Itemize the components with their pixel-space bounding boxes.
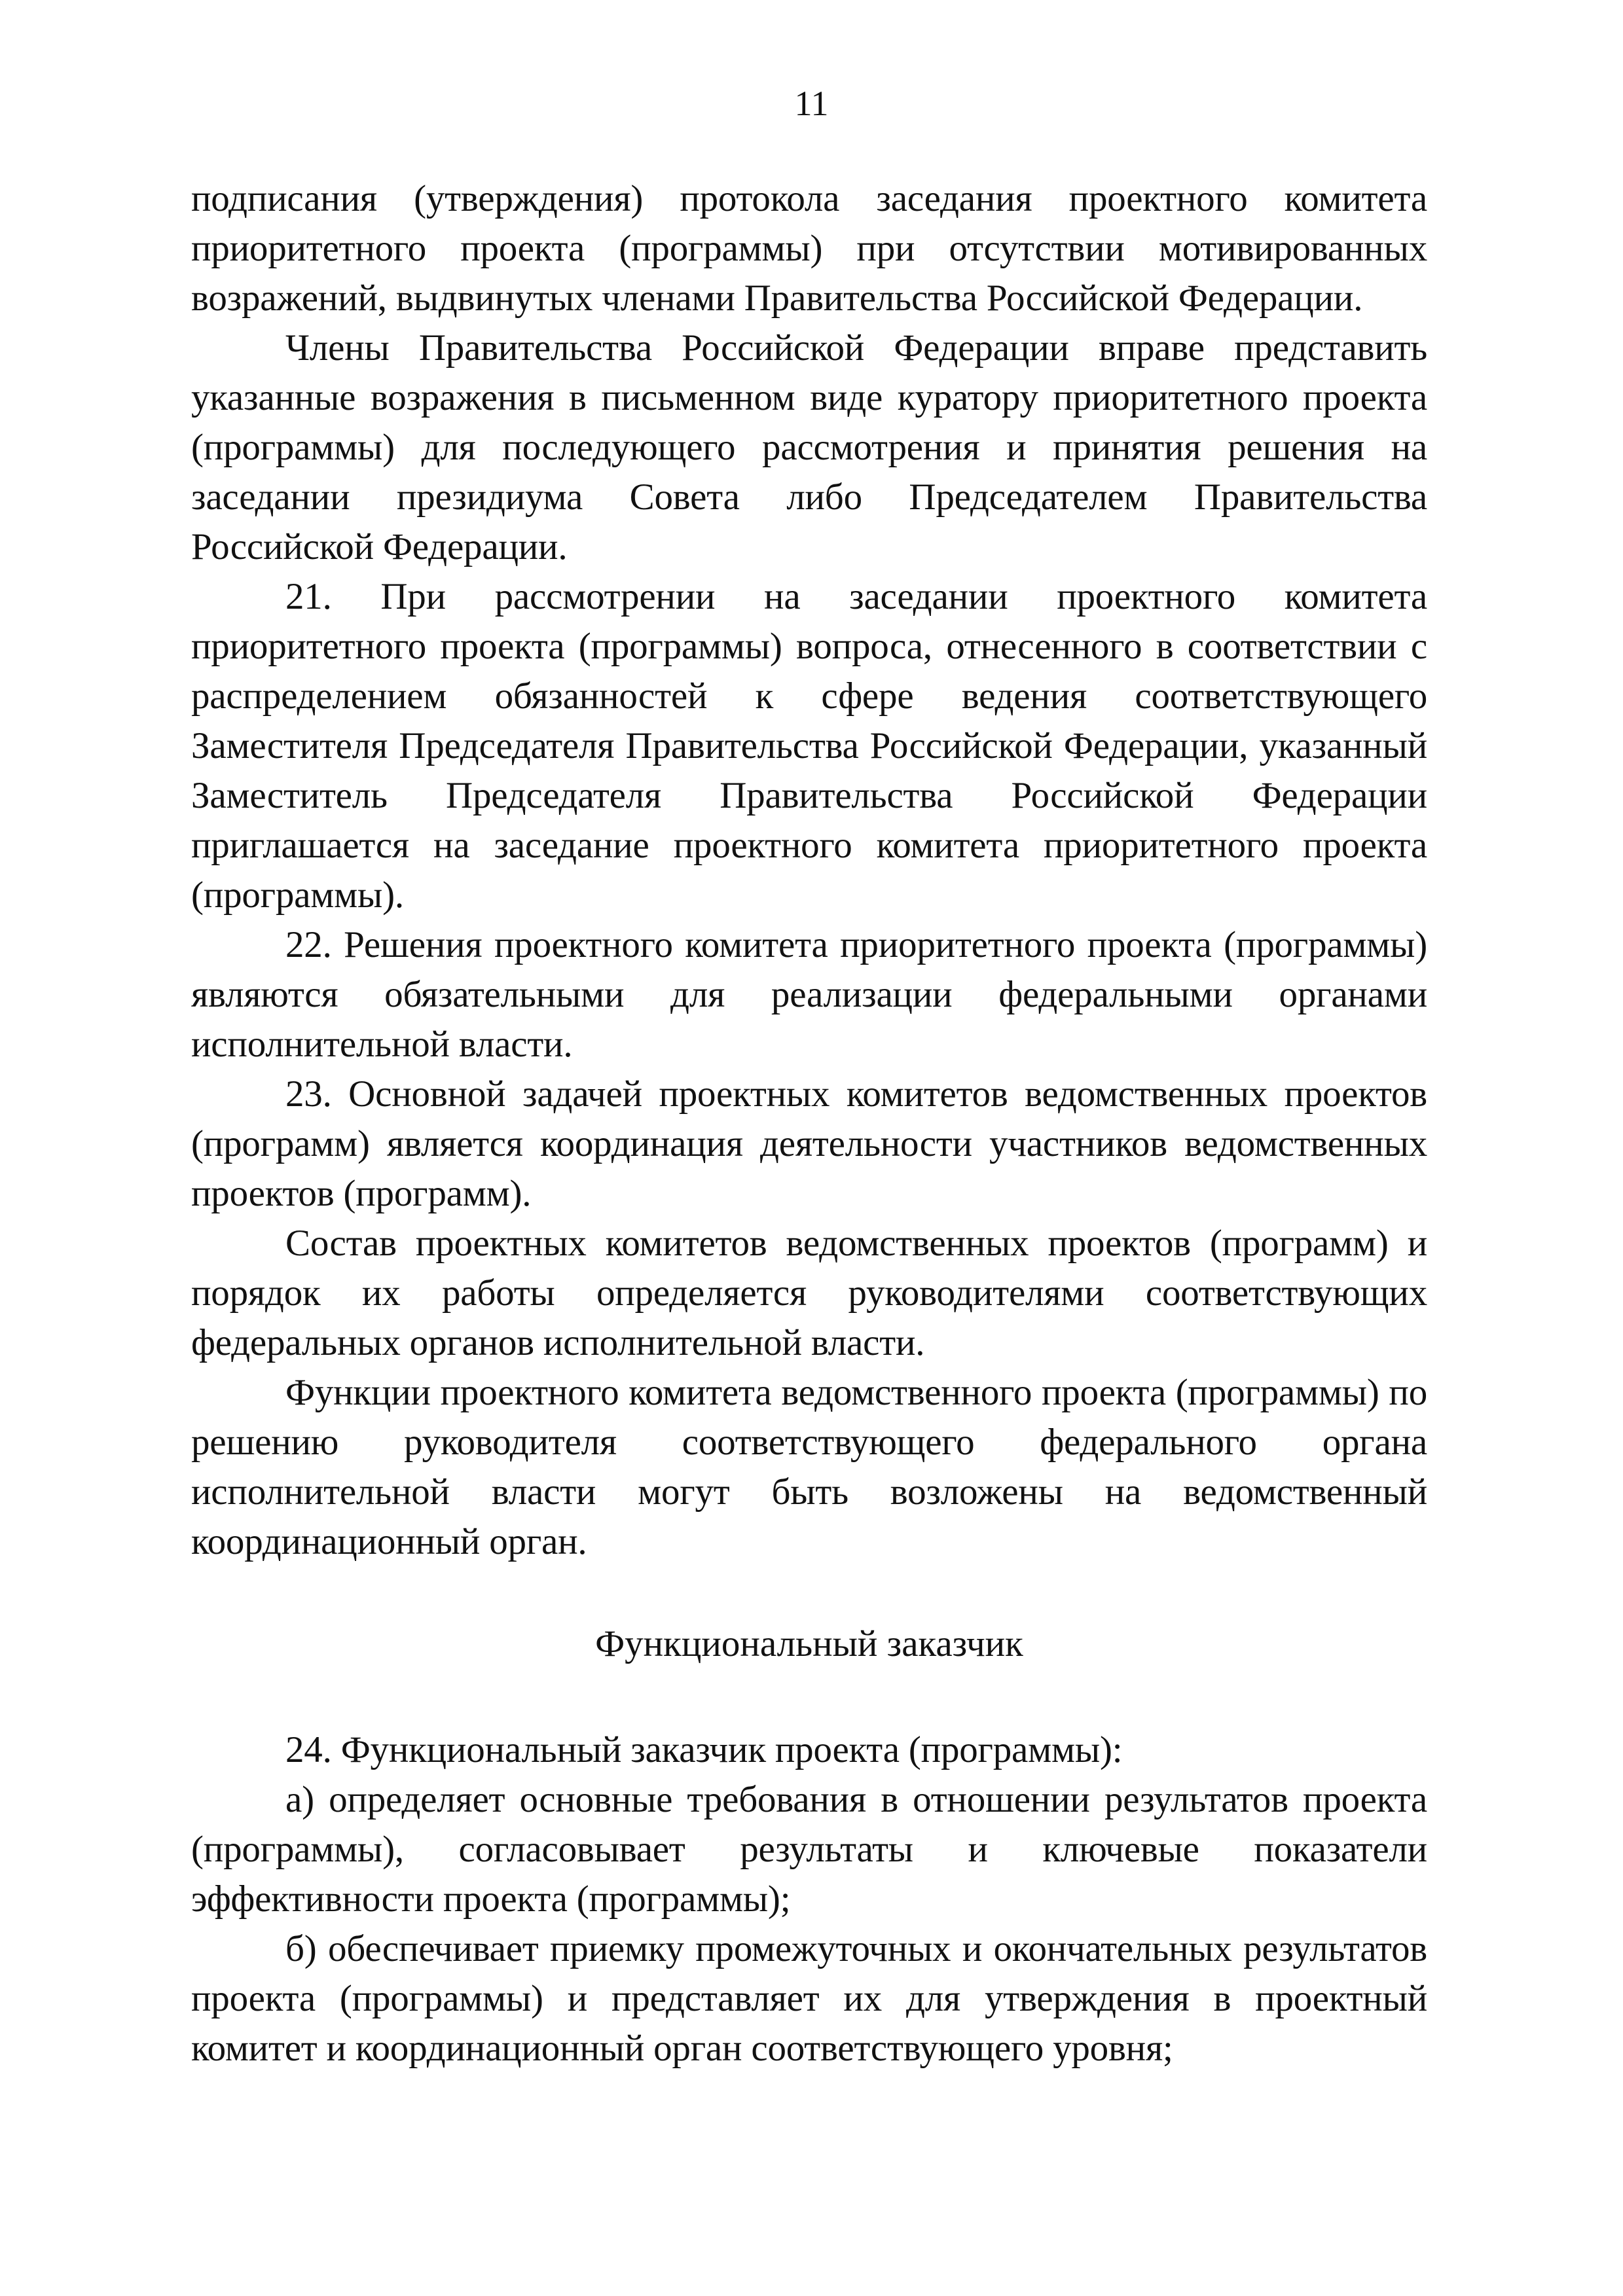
section-heading: Функциональный заказчик: [595, 1623, 1023, 1664]
paragraph-clause-24: 24. Функциональный заказчик проекта (программы):: [285, 1729, 1123, 1770]
paragraph-committee-composition: Состав проектных комитетов ведомственных проектов (программ) и порядок их работы определяется руководителями соответствующих федеральных органов исполнительной власти.: [191, 1223, 1427, 1363]
paragraph-committee-functions: Функции проектного комитета ведомственного проекта (программы) по решению руководителя соответствующего федерального органа исполнительной власти могут быть возложены на ведомственный координационный орган.: [191, 1372, 1427, 1562]
paragraph-clause-24-b: б) обеспечивает приемку промежуточных и окончательных результатов проекта (программы) и представляет их для утверждения в проектный комитет и координационный орган соответствующего уровня;: [191, 1928, 1427, 2069]
paragraph-clause-22: 22. Решения проектного комитета приоритетного проекта (программы) являются обязательными для реализации федеральными органами исполнительной власти.: [191, 924, 1427, 1065]
paragraph-clause-23: 23. Основной задачей проектных комитетов ведомственных проектов (программ) является координация деятельности участников ведомственных проектов (программ).: [191, 1073, 1427, 1214]
paragraph-objections: Члены Правительства Российской Федерации вправе представить указанные возражения в письменном виде куратору приоритетного проекта (программы) для последующего рассмотрения и принятия решения на заседании президиума Совета либо Председателем Правительства Российской Федерации.: [191, 327, 1427, 567]
paragraph-clause-21: 21. При рассмотрении на заседании проектного комитета приоритетного проекта (программы) вопроса, отнесенного в соответствии с распределением обязанностей к сфере ведения соответствующего Заместителя Председателя Правительства Российской Федерации, указанный Заместитель Председателя Правительства Российской Федерации приглашается на заседание проектного комитета приоритетного проекта (программы).: [191, 576, 1427, 916]
page-number: 11: [794, 84, 829, 123]
document-body: [191, 174, 1427, 2073]
paragraph-clause-24-a: а) определяет основные требования в отношении результатов проекта (программы), согласовывает результаты и ключевые показатели эффективности проекта (программы);: [191, 1779, 1427, 1920]
paragraph-continuation: подписания (утверждения) протокола заседания проектного комитета приоритетного проекта (программы) при отсутствии мотивированных возражений, выдвинутых членами Правительства Российской Федерации.: [191, 178, 1427, 319]
